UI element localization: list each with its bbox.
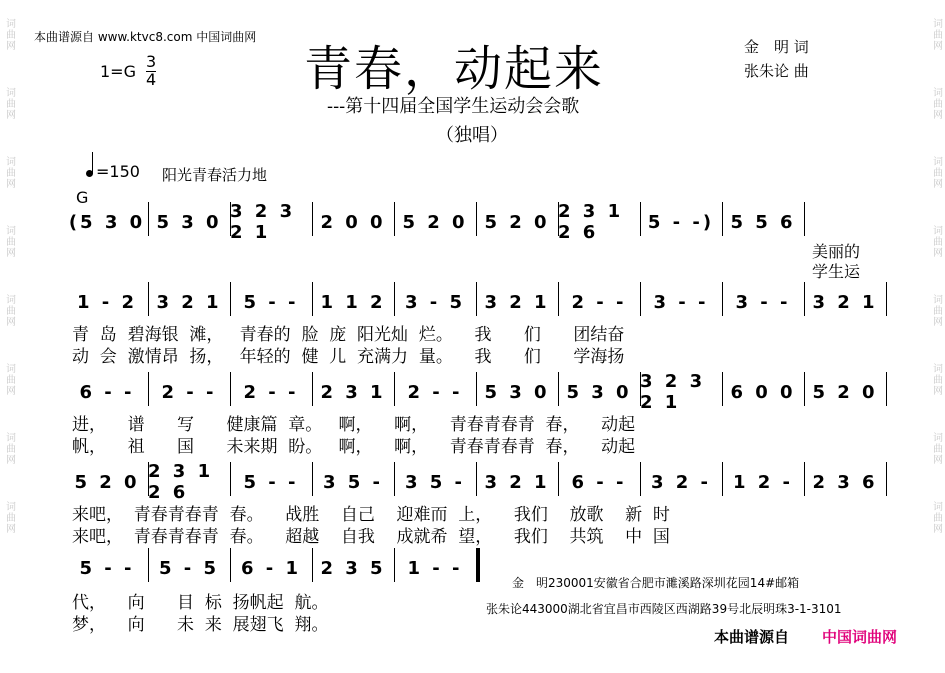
lyric-row5-verse2: 梦， 向 未 来 展翅飞 翔。 <box>72 615 329 635</box>
measure: 1 1 2 <box>320 291 386 313</box>
song-title: 青春，动起来 <box>304 41 605 97</box>
measure: (5 3 0 <box>68 211 146 233</box>
measure: 5 2 0 <box>74 471 140 493</box>
measure: 3 2 1 <box>484 291 550 313</box>
lyric-row4-verse2: 来吧， 青春青春青 春。 超越 自我 成就希 望， 我们 共筑 中 国 <box>72 527 670 547</box>
lyric-row3-verse2: 帆， 祖 国 未来期 盼。 啊， 啊， 青春青春青 春， 动起 <box>72 437 636 457</box>
score-row-4 <box>66 461 888 503</box>
measure: 5 3 0 <box>156 211 222 233</box>
lyricist-address: 金 明230001安徽省合肥市濉溪路深圳花园14#邮箱 <box>512 576 800 590</box>
measure: 3 - - <box>653 291 709 313</box>
barline <box>476 548 480 582</box>
measure: 2 0 0 <box>320 211 386 233</box>
measure: 2 3 1 <box>320 381 386 403</box>
measure: 3 - 5 <box>404 291 466 313</box>
measure: 3 2 3 2 1 <box>230 201 296 243</box>
measure: 5 - - <box>243 291 299 313</box>
measure: 5 3 0 <box>566 381 632 403</box>
footer-source-label: 本曲谱源自 <box>714 628 790 646</box>
time-bottom: 4 <box>146 70 157 89</box>
lyric-pickup: 美丽的 学生运 <box>812 242 861 281</box>
source-line: 本曲谱源自 www.ktvc8.com 中国词曲网 <box>34 30 257 44</box>
measure: 2 - - <box>243 381 299 403</box>
score-row-3 <box>66 371 888 413</box>
measure: 5 - 5 <box>158 557 220 579</box>
tempo-mark <box>86 162 140 181</box>
time-signature <box>146 54 156 88</box>
measure: 5 - -) <box>647 211 715 233</box>
lyricist-credit: 金 明 词 <box>744 38 809 56</box>
measure: 3 2 3 2 1 <box>640 371 706 413</box>
tempo-value: =150 <box>96 162 140 181</box>
footer-site-link[interactable]: 中国词曲网 <box>822 628 898 646</box>
lyric-row5-verse1: 代， 向 目 标 扬帆起 航。 <box>72 593 329 613</box>
lyric-row4-verse1: 来吧， 青春青春青 春。 战胜 自己 迎难而 上， 我们 放歌 新 时 <box>72 505 670 525</box>
lyric-row2-verse2: 动 会 激情昂 扬， 年轻的 健 儿 充满力 量。 我 们 学海扬 <box>72 347 625 367</box>
song-subtitle: ---第十四届全国学生运动会会歌 <box>327 96 580 117</box>
quarter-note-icon <box>86 170 93 177</box>
key-signature: 1=G <box>100 62 136 81</box>
measure: 3 5 - <box>404 471 466 493</box>
measure: 2 3 6 <box>812 471 878 493</box>
composer-credit: 张朱论 曲 <box>744 62 809 80</box>
composer-address: 张朱论443000湖北省宜昌市西陵区西湖路39号北辰明珠3-1-3101 <box>486 602 842 616</box>
measure: 3 2 1 <box>812 291 878 313</box>
measure: 1 2 - <box>732 471 794 493</box>
barline <box>886 282 887 316</box>
barline <box>886 372 887 406</box>
measure: 5 2 0 <box>402 211 468 233</box>
score-row-2 <box>66 286 888 316</box>
measure: 6 0 0 <box>730 381 796 403</box>
measure: 5 5 6 <box>730 211 796 233</box>
measure: 6 - - <box>79 381 135 403</box>
measure: 3 2 1 <box>156 291 222 313</box>
score-row-1 <box>66 201 888 243</box>
barline <box>886 462 887 496</box>
measure: 2 3 1 2 6 <box>558 201 624 243</box>
measure: 2 - - <box>161 381 217 403</box>
watermark-left: 词曲网 词曲网 词曲网 词曲网 词曲网 词曲网 词曲网 词曲网 <box>3 18 15 534</box>
measure: 5 3 0 <box>484 381 550 403</box>
measure: 6 - 1 <box>240 557 302 579</box>
lyric-row3-verse1: 进， 谱 写 健康篇 章。 啊， 啊， 青春青春青 春， 动起 <box>72 415 636 435</box>
barline <box>804 202 805 236</box>
measure: 1 - - <box>407 557 463 579</box>
measure: 5 - - <box>243 471 299 493</box>
time-top: 3 <box>146 52 157 71</box>
measure: 2 - - <box>407 381 463 403</box>
measure: 1 - 2 <box>76 291 138 313</box>
measure: 2 3 5 <box>320 557 386 579</box>
watermark-right: 词曲网 词曲网 词曲网 词曲网 词曲网 词曲网 词曲网 词曲网 <box>930 18 942 534</box>
lyric-row2-verse1: 青 岛 碧海银 滩， 青春的 脸 庞 阳光灿 烂。 我 们 团结奋 <box>72 325 625 345</box>
measure: 2 3 1 2 6 <box>148 461 214 503</box>
measure: 6 - - <box>571 471 627 493</box>
measure: 5 2 0 <box>484 211 550 233</box>
performance-type: （独唱） <box>436 125 508 146</box>
measure: 5 - - <box>79 557 135 579</box>
measure: 3 5 - <box>322 471 384 493</box>
measure: 3 2 1 <box>484 471 550 493</box>
measure: 3 2 - <box>650 471 712 493</box>
measure: 5 2 0 <box>812 381 878 403</box>
chord-symbol: G <box>76 188 89 207</box>
measure: 2 - - <box>571 291 627 313</box>
expression-mark: 阳光青春活力地 <box>162 166 268 184</box>
measure: 3 - - <box>735 291 791 313</box>
